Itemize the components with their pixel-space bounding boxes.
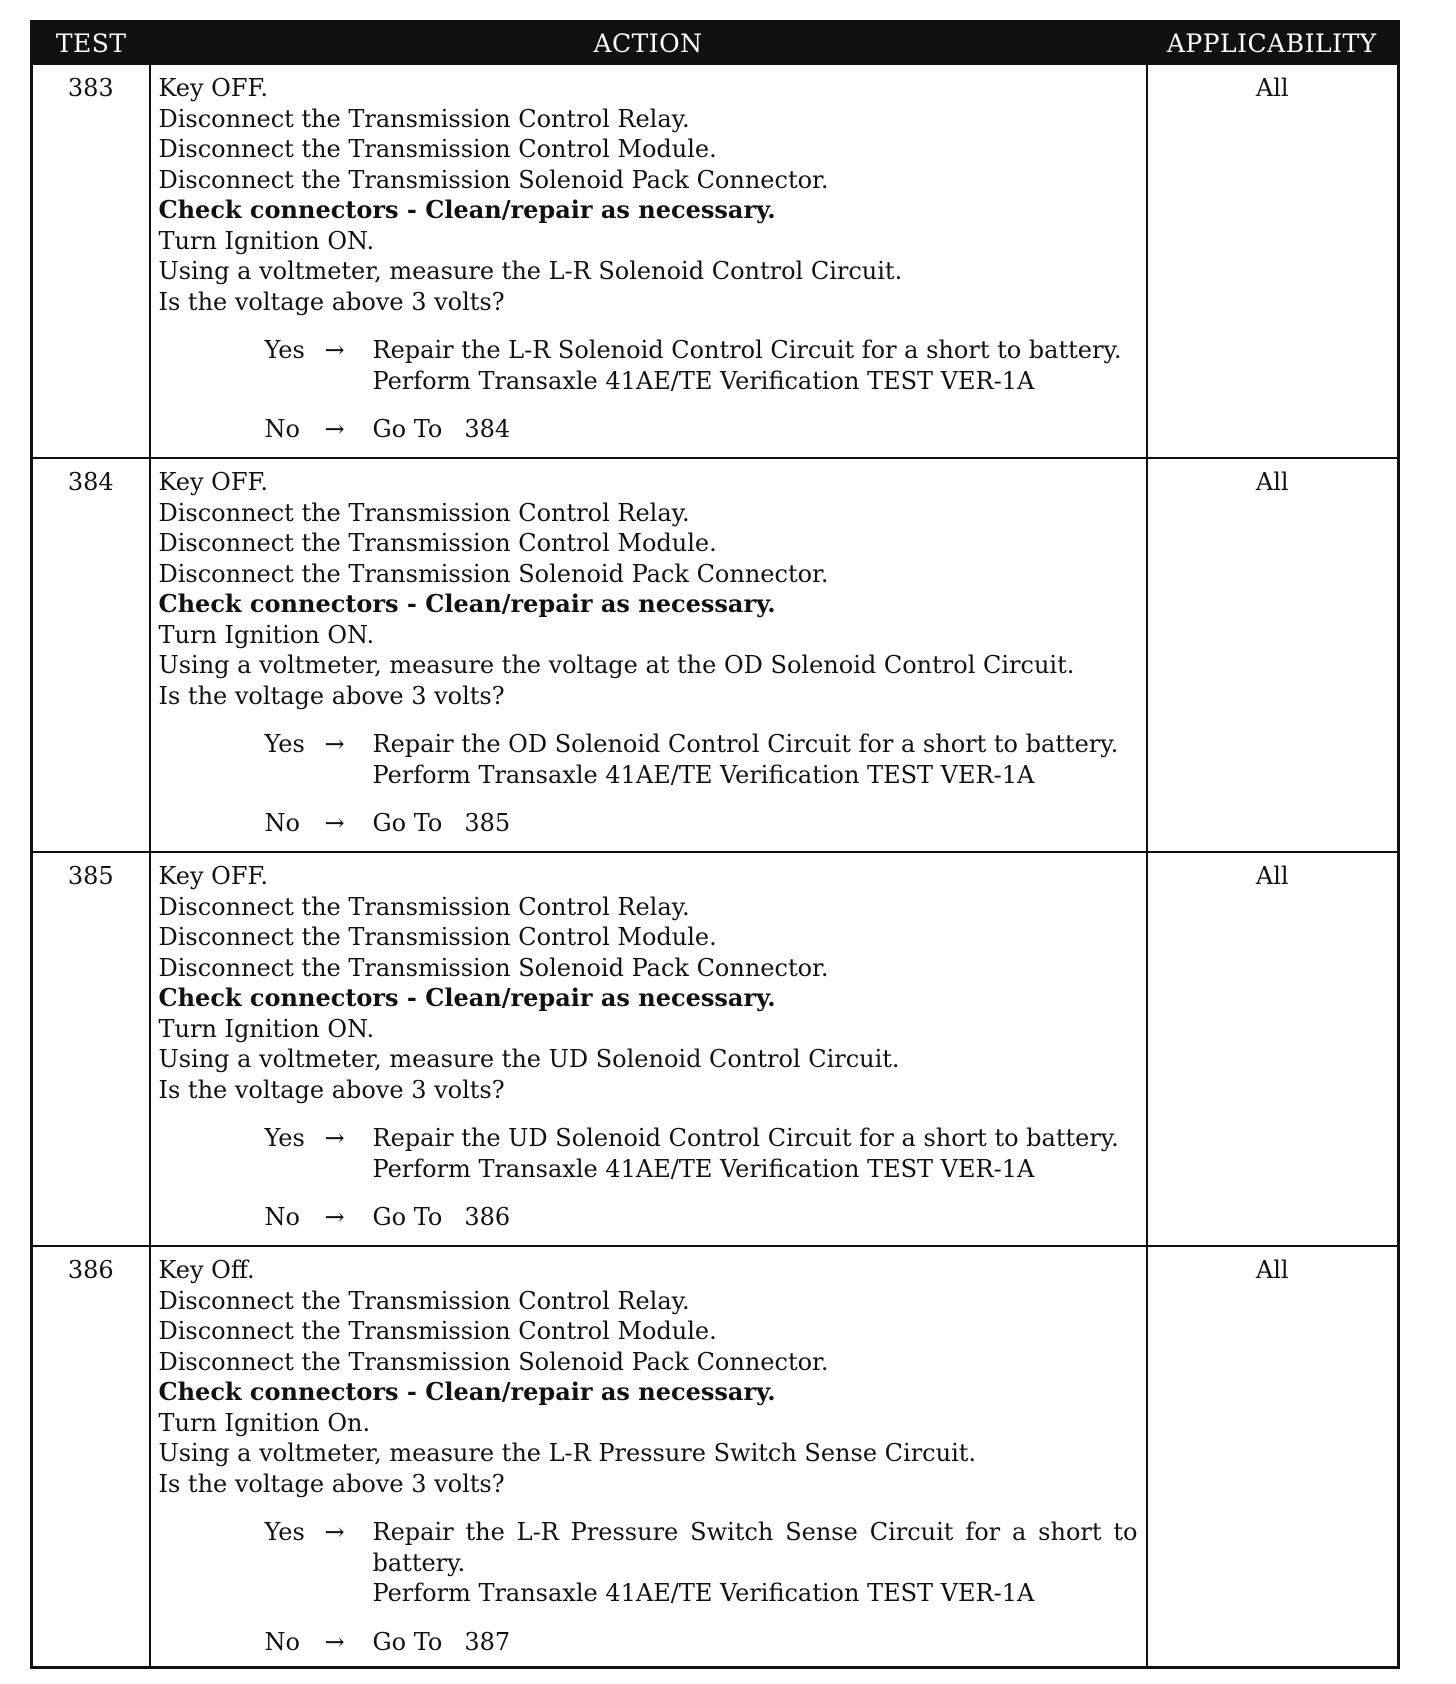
goto-text: Go To — [372, 809, 443, 837]
no-label: No — [264, 415, 300, 443]
yes-label: Yes — [264, 1518, 305, 1546]
header-applicability: APPLICABILITY — [1147, 22, 1399, 65]
no-branch — [265, 808, 1138, 839]
arrow-right-icon: → — [324, 1203, 345, 1231]
yes-result — [373, 729, 1138, 790]
no-result — [373, 1627, 1138, 1658]
step: Disconnect the Transmission Control Relay. — [158, 498, 690, 527]
arrow-right-icon: → — [324, 809, 345, 837]
yes-result — [373, 335, 1138, 396]
step: Key OFF. — [158, 468, 269, 496]
step: Key OFF. — [158, 74, 269, 102]
yes-branch — [265, 729, 1138, 790]
arrow-right-icon: → — [324, 1627, 345, 1656]
no-result — [373, 808, 1138, 839]
test-row-384 — [32, 458, 1399, 852]
arrow-right-icon: → — [324, 415, 345, 443]
goto-text: Go To — [372, 1203, 443, 1231]
no-branch — [265, 414, 1138, 445]
arrow-right-icon: → — [324, 336, 345, 364]
yes-line: Repair the UD Solenoid Control Circuit for a short to battery. — [372, 1124, 1119, 1152]
yes-line: Repair the OD Solenoid Control Circuit for a short to battery. — [372, 730, 1119, 758]
step-check-connectors: Check connectors - Clean/repair as necessary. — [158, 195, 776, 224]
test-number: 384 — [32, 458, 150, 852]
test-action — [150, 852, 1147, 1246]
goto-target: 387 — [464, 1627, 511, 1656]
step: Turn Ignition ON. — [158, 620, 375, 649]
arrow-right-icon: → — [324, 1124, 345, 1152]
step: Using a voltmeter, measure the L-R Solenoid Control Circuit. — [158, 257, 903, 285]
step: Turn Ignition On. — [158, 1408, 371, 1437]
arrow-right-icon: → — [324, 1518, 345, 1546]
yes-line: Perform Transaxle 41AE/TE Verification TEST VER-1A — [372, 1579, 1035, 1607]
step-question: Is the voltage above 3 volts? — [158, 681, 505, 710]
yes-branch — [265, 335, 1138, 396]
table-header-row — [32, 22, 1399, 65]
test-action — [150, 1246, 1147, 1668]
yes-label: Yes — [264, 730, 305, 758]
arrow-right-icon: → — [324, 730, 345, 758]
no-label: No — [264, 1627, 300, 1656]
step: Disconnect the Transmission Control Module. — [158, 529, 717, 557]
no-result — [373, 414, 1138, 445]
test-number: 386 — [32, 1246, 150, 1668]
step: Turn Ignition ON. — [158, 226, 375, 255]
step: Disconnect the Transmission Control Module. — [158, 135, 717, 163]
no-label: No — [264, 809, 300, 837]
goto-text: Go To — [372, 415, 443, 443]
test-number: 383 — [32, 64, 150, 458]
no-label: No — [264, 1203, 300, 1231]
yes-result — [373, 1517, 1138, 1609]
yes-line: Repair the L-R Solenoid Control Circuit for a short to battery. — [372, 336, 1122, 364]
no-result — [373, 1202, 1138, 1233]
yes-line: Perform Transaxle 41AE/TE Verification TEST VER-1A — [372, 760, 1035, 789]
test-applicability: All — [1147, 458, 1399, 852]
step: Key Off. — [158, 1256, 255, 1284]
step: Using a voltmeter, measure the UD Solenoid Control Circuit. — [158, 1045, 900, 1073]
goto-target: 384 — [464, 415, 511, 443]
step-check-connectors: Check connectors - Clean/repair as necessary. — [158, 1377, 776, 1406]
step: Turn Ignition ON. — [158, 1014, 375, 1043]
goto-target: 385 — [464, 809, 511, 837]
yes-line: Perform Transaxle 41AE/TE Verification TEST VER-1A — [372, 1154, 1035, 1183]
step-question: Is the voltage above 3 volts? — [158, 1075, 505, 1104]
yes-branch — [265, 1123, 1138, 1184]
test-action — [150, 458, 1147, 852]
header-test: TEST — [32, 22, 150, 65]
yes-label: Yes — [264, 336, 305, 364]
step: Key OFF. — [158, 862, 269, 890]
test-row-386 — [32, 1246, 1399, 1668]
test-number: 385 — [32, 852, 150, 1246]
step-question: Is the voltage above 3 volts? — [158, 1469, 505, 1498]
step: Using a voltmeter, measure the L-R Pressure Switch Sense Circuit. — [158, 1439, 977, 1467]
header-action: ACTION — [150, 22, 1147, 65]
step: Disconnect the Transmission Control Relay. — [158, 104, 690, 133]
test-applicability: All — [1147, 64, 1399, 458]
step: Disconnect the Transmission Solenoid Pack Connector. — [158, 165, 829, 194]
step: Disconnect the Transmission Control Relay. — [158, 1286, 690, 1315]
test-row-385 — [32, 852, 1399, 1246]
no-branch — [265, 1202, 1138, 1233]
test-row-383 — [32, 64, 1399, 458]
goto-text: Go To — [372, 1627, 443, 1656]
step: Disconnect the Transmission Solenoid Pack Connector. — [158, 1347, 829, 1376]
yes-line-wrapped: Repair the L-R Pressure Switch Sense Circuit for a short to battery. — [372, 1518, 1138, 1577]
yes-branch — [265, 1517, 1138, 1609]
step: Disconnect the Transmission Control Relay. — [158, 892, 690, 921]
step: Using a voltmeter, measure the voltage at the OD Solenoid Control Circuit. — [158, 651, 1075, 679]
diagnostic-test-table — [30, 20, 1400, 1669]
step: Disconnect the Transmission Solenoid Pack Connector. — [158, 953, 829, 982]
step-check-connectors: Check connectors - Clean/repair as necessary. — [158, 983, 776, 1012]
step-question: Is the voltage above 3 volts? — [158, 287, 505, 316]
test-applicability: All — [1147, 1246, 1399, 1668]
step: Disconnect the Transmission Solenoid Pack Connector. — [158, 559, 829, 588]
yes-line: Perform Transaxle 41AE/TE Verification TEST VER-1A — [372, 366, 1035, 395]
test-applicability: All — [1147, 852, 1399, 1246]
step: Disconnect the Transmission Control Module. — [158, 1317, 717, 1345]
test-action — [150, 64, 1147, 458]
yes-label: Yes — [264, 1124, 305, 1152]
yes-result — [373, 1123, 1138, 1184]
no-branch — [265, 1627, 1138, 1658]
step: Disconnect the Transmission Control Module. — [158, 923, 717, 951]
step-check-connectors: Check connectors - Clean/repair as necessary. — [158, 589, 776, 618]
goto-target: 386 — [464, 1203, 511, 1231]
